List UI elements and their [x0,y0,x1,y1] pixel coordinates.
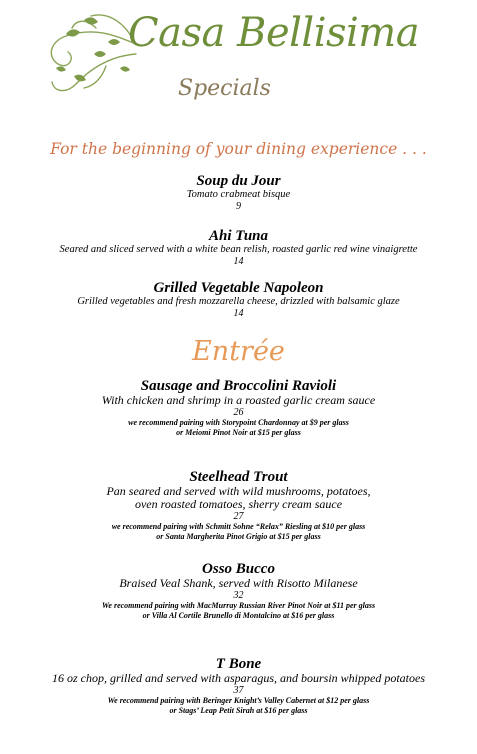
dish-price: 14 [233,308,244,319]
starter-item [0,173,477,212]
dish-price: 14 [233,256,244,267]
starter-item [0,228,477,267]
dish-name: Soup du Jour [196,173,281,189]
wine-pairing-line: or Villa Al Cortile Brunello di Montalcino at $16 per glass [142,611,335,620]
starter-item [0,280,477,319]
dish-description: Braised Veal Shank, served with Risotto Milanese [119,576,358,590]
wine-pairing-line: We recommend pairing with Beringer Knight’s Valley Cabernet at $12 per glass [107,696,370,705]
dish-price: 9 [236,201,241,212]
wine-pairing [0,418,477,438]
wine-pairing [0,601,477,621]
dish-description: Seared and sliced served with a white bean relish, roasted garlic red wine vinaigrette [59,244,418,255]
entree-heading: Entrée [192,336,285,367]
entree-item [0,656,477,716]
wine-pairing-line: we recommend pairing with Storypoint Chardonnay at $9 per glass [128,418,349,427]
entree-item [0,378,477,438]
dish-description: Grilled vegetables and fresh mozzarella cheese, drizzled with balsamic glaze [77,296,400,307]
entree-item [0,561,477,621]
dish-description: oven roasted tomatoes, sherry cream sauce [134,497,343,511]
dish-price: 26 [233,407,244,418]
wine-pairing-line: we recommend pairing with Schmitt Sohne “Relax” Riesling at $10 per glass [111,522,366,531]
dish-price: 37 [233,685,244,696]
dish-name: Ahi Tuna [208,228,269,244]
wine-pairing-line: or Santa Margherita Pinot Grigio at $15 per glass [156,532,321,541]
wine-pairing [0,696,477,716]
dish-description: Tomato crabmeat bisque [186,189,291,200]
starters-heading: For the beginning of your dining experience . . . [50,140,427,158]
dish-description: Pan seared and served with wild mushrooms, potatoes, [106,484,371,498]
restaurant-logo: Casa Bellisima [128,10,420,56]
wine-pairing-line: or Meiomi Pinot Noir at $15 per glass [176,428,301,437]
dish-description: 16 oz chop, grilled and served with asparagus, and boursin whipped potatoes [52,671,425,685]
specials-subtitle: Specials [178,76,271,101]
wine-pairing [0,522,477,542]
dish-name: Steelhead Trout [189,469,288,485]
entree-item [0,469,477,542]
dish-name: T Bone [215,656,262,672]
dish-name: Sausage and Broccolini Ravioli [140,378,337,394]
dish-price: 27 [233,511,244,522]
dish-description: With chicken and shrimp in a roasted garlic cream sauce [101,393,376,407]
wine-pairing-line: or Stags’ Leap Petit Sirah at $16 per glass [169,706,308,715]
wine-pairing-line: We recommend pairing with MacMurray Russian River Pinot Noir at $11 per glass [101,601,376,610]
dish-name: Grilled Vegetable Napoleon [153,280,324,296]
dish-price: 32 [233,590,244,601]
dish-name: Osso Bucco [202,561,275,577]
